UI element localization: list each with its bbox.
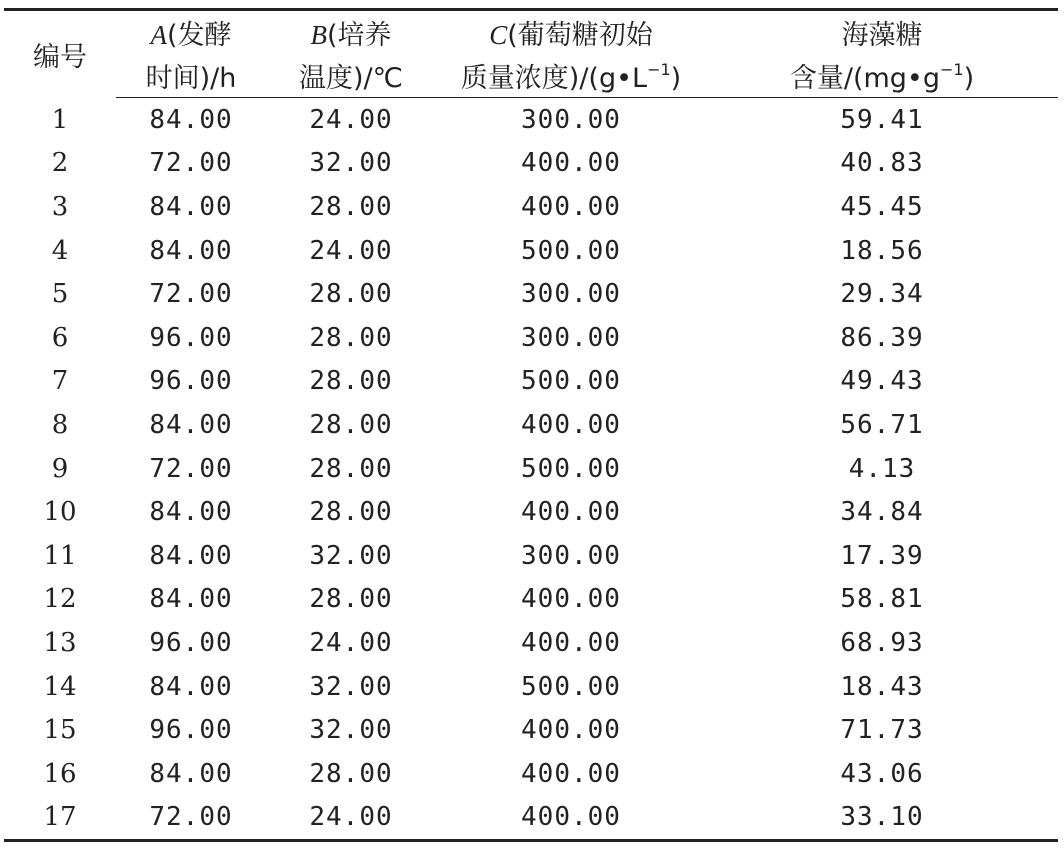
- cell-trehalose-content: 33.10: [706, 796, 1058, 841]
- header-a-line2: 时间)/h: [116, 54, 266, 98]
- cell-glucose-concentration: 400.00: [436, 796, 706, 841]
- table-row: [4, 185, 1058, 229]
- cell-culture-temperature: 28.00: [309, 497, 393, 528]
- cell-fermentation-time: 84.00: [149, 584, 233, 615]
- cell-id: 5: [51, 279, 69, 310]
- cell-fermentation-time: 84.00: [149, 758, 233, 789]
- cell-id: 2: [51, 148, 69, 179]
- table-row: [4, 621, 1058, 665]
- cell-glucose-concentration: 400.00: [521, 584, 621, 615]
- table-header: [4, 10, 1058, 98]
- cell-trehalose-content: 45.45: [840, 191, 924, 222]
- cell-trehalose-content: 68.93: [840, 627, 924, 658]
- cell-id: 3: [51, 191, 69, 222]
- cell-id: 14: [43, 671, 77, 702]
- cell-trehalose-content: 17.39: [840, 540, 924, 571]
- header-c-close: ): [670, 63, 682, 94]
- cell-id: 4: [51, 235, 69, 266]
- header-c-line1: [436, 10, 706, 55]
- header-b-var: B: [310, 20, 327, 50]
- table-row: [4, 447, 1058, 491]
- cell-glucose-concentration: 400.00: [521, 627, 621, 658]
- table-row: [4, 708, 1058, 752]
- header-d-line2: [706, 54, 1058, 98]
- cell-culture-temperature: 28.00: [309, 453, 393, 484]
- header-c-var: C: [489, 20, 508, 50]
- cell-trehalose-content: 58.81: [840, 584, 924, 615]
- header-b-line2: 温度)/℃: [266, 54, 436, 98]
- cell-id: 11: [43, 540, 77, 571]
- table-row: [4, 360, 1058, 404]
- cell-glucose-concentration: 500.00: [521, 453, 621, 484]
- cell-trehalose-content: 29.34: [840, 279, 924, 310]
- table-row: [4, 752, 1058, 796]
- cell-culture-temperature: 32.00: [309, 671, 393, 702]
- cell-fermentation-time: 96.00: [149, 715, 233, 746]
- table-row: [4, 316, 1058, 360]
- header-d-line1: 海藻糖: [706, 10, 1058, 55]
- header-c-unit: 质量浓度)/(g•L: [460, 63, 648, 94]
- cell-trehalose-content: 56.71: [840, 409, 924, 440]
- cell-id: 1: [51, 104, 69, 135]
- cell-culture-temperature: 28.00: [309, 584, 393, 615]
- cell-id: 8: [51, 409, 69, 440]
- header-row-2: [4, 54, 1058, 98]
- cell-culture-temperature: 32.00: [309, 148, 393, 179]
- header-a-var: A: [150, 20, 167, 50]
- cell-trehalose-content: 34.84: [840, 497, 924, 528]
- table-row: [4, 98, 1058, 142]
- header-c-text: (葡萄糖初始: [507, 20, 653, 51]
- cell-fermentation-time: 84.00: [149, 497, 233, 528]
- cell-culture-temperature: 28.00: [309, 409, 393, 440]
- cell-glucose-concentration: 400.00: [521, 191, 621, 222]
- cell-glucose-concentration: 500.00: [521, 235, 621, 266]
- cell-fermentation-time: 96.00: [149, 322, 233, 353]
- cell-trehalose-content: 71.73: [840, 715, 924, 746]
- cell-culture-temperature: 24.00: [266, 796, 436, 841]
- cell-culture-temperature: 24.00: [309, 627, 393, 658]
- cell-trehalose-content: 40.83: [840, 148, 924, 179]
- cell-fermentation-time: 84.00: [149, 409, 233, 440]
- header-d-exponent: −1: [940, 60, 964, 79]
- cell-trehalose-content: 4.13: [848, 453, 916, 484]
- table-row: [4, 665, 1058, 709]
- cell-trehalose-content: 59.41: [840, 104, 924, 135]
- cell-culture-temperature: 32.00: [309, 715, 393, 746]
- header-a-text: (发酵: [166, 20, 232, 51]
- table-body: [4, 98, 1058, 841]
- cell-id: 10: [43, 497, 77, 528]
- cell-fermentation-time: 84.00: [149, 191, 233, 222]
- cell-fermentation-time: 84.00: [149, 540, 233, 571]
- cell-trehalose-content: 18.43: [840, 671, 924, 702]
- cell-glucose-concentration: 300.00: [521, 279, 621, 310]
- header-c-exponent: −1: [647, 60, 671, 79]
- cell-id: 12: [43, 584, 77, 615]
- table-row: [4, 578, 1058, 622]
- cell-culture-temperature: 28.00: [309, 366, 393, 397]
- cell-culture-temperature: 32.00: [309, 540, 393, 571]
- cell-trehalose-content: 86.39: [840, 322, 924, 353]
- cell-culture-temperature: 24.00: [309, 235, 393, 266]
- cell-id: 7: [51, 366, 69, 397]
- header-a-line1: [116, 10, 266, 55]
- table-row: [4, 142, 1058, 186]
- cell-trehalose-content: 49.43: [840, 366, 924, 397]
- cell-fermentation-time: 96.00: [149, 366, 233, 397]
- cell-trehalose-content: 43.06: [840, 758, 924, 789]
- cell-id: 17: [4, 796, 116, 841]
- cell-glucose-concentration: 300.00: [521, 322, 621, 353]
- header-b-line1: [266, 10, 436, 55]
- cell-glucose-concentration: 400.00: [521, 497, 621, 528]
- cell-culture-temperature: 28.00: [309, 322, 393, 353]
- cell-glucose-concentration: 400.00: [521, 148, 621, 179]
- cell-fermentation-time: 72.00: [116, 796, 266, 841]
- table-row: [4, 796, 1058, 841]
- cell-fermentation-time: 96.00: [149, 627, 233, 658]
- table-row: [4, 534, 1058, 578]
- cell-culture-temperature: 28.00: [309, 191, 393, 222]
- cell-culture-temperature: 24.00: [309, 104, 393, 135]
- cell-fermentation-time: 72.00: [149, 279, 233, 310]
- experiment-table: [4, 8, 1058, 842]
- header-row-1: [4, 10, 1058, 55]
- cell-glucose-concentration: 500.00: [521, 366, 621, 397]
- header-c-line2: [436, 54, 706, 98]
- cell-glucose-concentration: 400.00: [521, 409, 621, 440]
- header-d-unit: 含量/(mg•g: [789, 63, 940, 94]
- cell-fermentation-time: 84.00: [149, 104, 233, 135]
- table-row: [4, 403, 1058, 447]
- cell-glucose-concentration: 400.00: [521, 758, 621, 789]
- header-id: 编号: [4, 10, 116, 98]
- header-b-text: (培养: [326, 20, 392, 51]
- cell-glucose-concentration: 500.00: [521, 671, 621, 702]
- cell-fermentation-time: 72.00: [149, 148, 233, 179]
- cell-fermentation-time: 72.00: [149, 453, 233, 484]
- cell-id: 9: [51, 453, 69, 484]
- cell-id: 15: [43, 715, 77, 746]
- table-row: [4, 272, 1058, 316]
- cell-fermentation-time: 84.00: [149, 235, 233, 266]
- table-row: [4, 490, 1058, 534]
- cell-id: 16: [43, 758, 77, 789]
- experiment-table-container: [4, 8, 1058, 842]
- cell-id: 13: [43, 627, 77, 658]
- header-d-close: ): [963, 63, 975, 94]
- cell-fermentation-time: 84.00: [149, 671, 233, 702]
- cell-glucose-concentration: 300.00: [521, 540, 621, 571]
- cell-glucose-concentration: 400.00: [521, 715, 621, 746]
- cell-culture-temperature: 28.00: [309, 279, 393, 310]
- cell-culture-temperature: 28.00: [309, 758, 393, 789]
- table-row: [4, 229, 1058, 273]
- cell-glucose-concentration: 300.00: [521, 104, 621, 135]
- cell-trehalose-content: 18.56: [840, 235, 924, 266]
- cell-id: 6: [51, 322, 69, 353]
